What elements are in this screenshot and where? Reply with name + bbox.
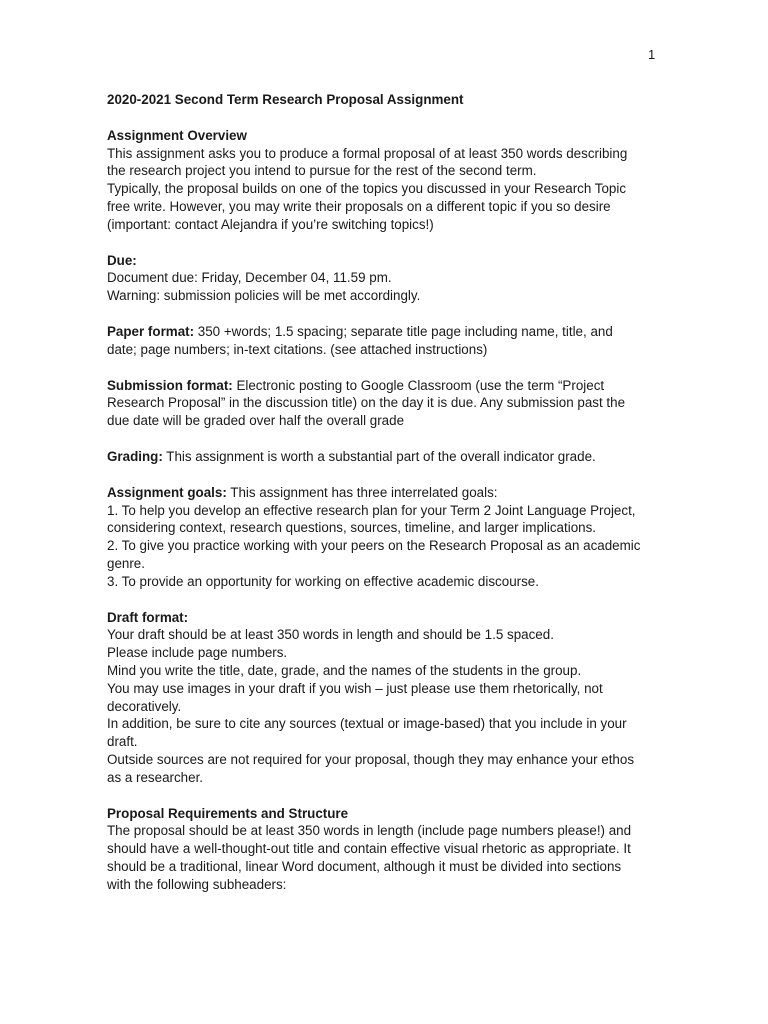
draft-format-line: draft. (107, 734, 138, 750)
draft-format-line: Your draft should be at least 350 words in length and should be 1.5 spaced. (107, 627, 554, 643)
page-number: 1 (648, 47, 656, 62)
section-paper-format (107, 323, 667, 359)
submission-format-line: Research Proposal” in the discussion title) on the day it is due. Any submission past the (107, 395, 626, 411)
requirements-heading: Proposal Requirements and Structure (107, 805, 349, 821)
grading-heading: Grading: (107, 448, 163, 464)
requirements-line: with the following subheaders: (107, 876, 287, 892)
submission-format-heading: Submission format: (107, 377, 233, 393)
goals-line: considering context, research questions, sources, timeline, and larger implications. (107, 520, 597, 536)
overview-heading: Assignment Overview (107, 127, 247, 143)
draft-format-line: Outside sources are not required for your proposal, though they may enhance your ethos (107, 751, 635, 767)
paper-format-text: 350 +words; 1.5 spacing; separate title page including name, title, and (194, 323, 613, 339)
due-heading: Due: (107, 252, 137, 268)
due-line: Document due: Friday, December 04, 11.59 pm. (107, 270, 392, 286)
document-title: 2020-2021 Second Term Research Proposal Assignment (107, 92, 464, 107)
paper-format-line (107, 323, 667, 341)
grading-text: This assignment is worth a substantial part of the overall indicator grade. (162, 448, 596, 464)
section-due (107, 252, 667, 305)
requirements-line: should have a well-thought-out title and contain effective visual rhetoric as appropriate. It (107, 841, 631, 857)
due-line: Warning: submission policies will be met accordingly. (107, 288, 421, 304)
paper-format-heading: Paper format: (107, 323, 195, 339)
goals-line (107, 484, 667, 502)
section-submission-format (107, 377, 667, 430)
draft-format-line: decoratively. (107, 698, 182, 714)
submission-format-line: due date will be graded over half the overall grade (107, 413, 405, 429)
section-goals (107, 484, 667, 591)
draft-format-heading: Draft format: (107, 609, 189, 625)
requirements-line: should be a traditional, linear Word document, although it must be divided into sections (107, 858, 622, 874)
draft-format-line: Please include page numbers. (107, 645, 288, 661)
requirements-line: The proposal should be at least 350 words in length (include page numbers please!) and (107, 823, 632, 839)
goals-line: 1. To help you develop an effective research plan for your Term 2 Joint Language Project, (107, 502, 636, 518)
goals-line: 2. To give you practice working with your peers on the Research Proposal as an academic (107, 538, 641, 554)
draft-format-line: Mind you write the title, date, grade, and the names of the students in the group. (107, 662, 582, 678)
submission-format-line (107, 377, 667, 395)
goals-text: This assignment has three interrelated goals: (226, 484, 498, 500)
submission-format-text: Electronic posting to Google Classroom (use the term “Project (232, 377, 605, 393)
section-grading (107, 448, 667, 466)
goals-line: genre. (107, 555, 145, 571)
draft-format-line: In addition, be sure to cite any sources (textual or image-based) that you include in your (107, 716, 627, 732)
overview-line: free write. However, you may write their proposals on a different topic if you so desire (107, 198, 611, 214)
goals-line: 3. To provide an opportunity for working on effective academic discourse. (107, 573, 539, 589)
paper-format-line: date; page numbers; in-text citations. (see attached instructions) (107, 341, 488, 357)
overview-line: (important: contact Alejandra if you’re switching topics!) (107, 216, 434, 232)
draft-format-line: You may use images in your draft if you wish – just please use them rhetorically, not (107, 680, 603, 696)
draft-format-line: as a researcher. (107, 769, 204, 785)
section-draft-format (107, 609, 667, 787)
grading-line (107, 448, 667, 466)
goals-heading: Assignment goals: (107, 484, 227, 500)
section-requirements (107, 805, 667, 894)
overview-line: the research project you intend to pursue for the rest of the second term. (107, 163, 537, 179)
overview-line: Typically, the proposal builds on one of the topics you discussed in your Research Topic (107, 181, 627, 197)
section-overview (107, 127, 667, 234)
overview-line: This assignment asks you to produce a formal proposal of at least 350 words describing (107, 145, 628, 161)
document-body (107, 91, 667, 911)
